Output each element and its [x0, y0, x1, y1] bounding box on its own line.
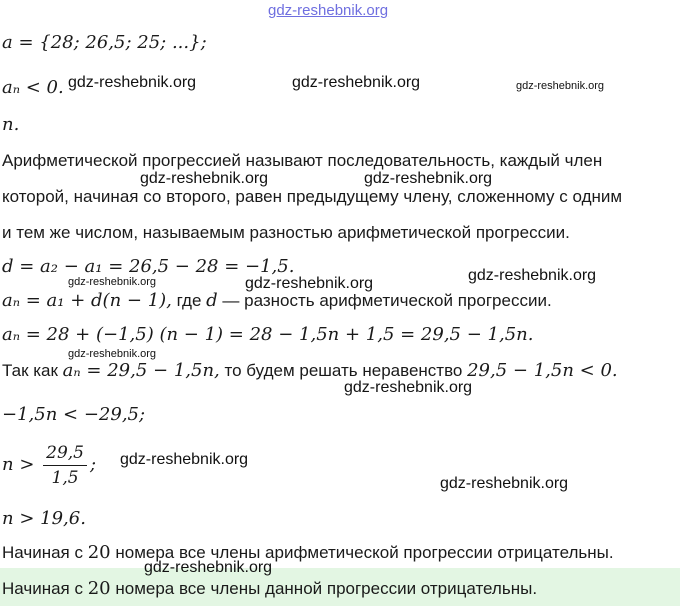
conclusion-1-number: 20	[87, 542, 111, 563]
definition-line-2: которой, начиная со второго, равен предыдущему члену, сложенному с одним	[2, 187, 623, 206]
watermark: gdz-reshebnik.org	[68, 74, 197, 91]
since-prefix: Так как	[2, 361, 63, 380]
watermark: gdz-reshebnik.org	[364, 170, 493, 187]
watermark: gdz-reshebnik.org	[68, 276, 157, 288]
since-inequality: 29,5 − 1,5n < 0.	[467, 360, 618, 381]
watermark: gdz-reshebnik.org	[68, 348, 157, 360]
conclusion-1-prefix: Начиная с	[2, 543, 88, 562]
since-mid: то будем решать неравенство	[219, 361, 468, 380]
watermark: gdz-reshebnik.org	[144, 559, 273, 576]
conclusion-2-text: номера все члены данной прогрессии отрицательны.	[110, 579, 538, 598]
general-term-formula	[2, 290, 552, 312]
watermark: gdz-reshebnik.org	[140, 170, 269, 187]
watermark: gdz-reshebnik.org	[440, 475, 569, 492]
definition-line-1: Арифметической прогрессией называют последовательность, каждый член	[2, 151, 603, 170]
watermark: gdz-reshebnik.org	[344, 379, 473, 396]
an-calculation: aₙ = 28 + (−1,5) (n − 1) = 28 − 1,5n + 1,5 = 29,5 − 1,5n.	[2, 324, 534, 345]
definition-line-3: и тем же числом, называемым разностью арифметической прогрессии.	[2, 223, 570, 242]
since-line	[2, 360, 618, 382]
inequality-step: −1,5n < −29,5;	[2, 404, 146, 425]
watermark: gdz-reshebnik.org	[468, 267, 597, 284]
formula-description: — разность арифметической прогрессии.	[217, 291, 552, 310]
conclusion-2	[2, 578, 537, 600]
fraction-suffix: ;	[89, 454, 97, 475]
fraction-step	[2, 440, 96, 490]
conclusion-1-text: номера все члены арифметической прогрессии отрицательны.	[110, 543, 614, 562]
formula-where: где	[171, 291, 207, 310]
conclusion-2-prefix: Начиная с	[2, 579, 88, 598]
condition-an-negative: aₙ < 0.	[2, 77, 64, 98]
watermark: gdz-reshebnik.org	[120, 451, 249, 468]
fraction-numerator: 29,5	[43, 441, 87, 466]
conclusion-1	[2, 542, 614, 564]
fraction	[43, 441, 87, 490]
formula-d: d	[206, 290, 218, 311]
difference-calculation: d = a₂ − a₁ = 26,5 − 28 = −1,5.	[2, 256, 295, 277]
watermark-top: gdz-reshebnik.org	[268, 2, 389, 19]
variable-n: n.	[2, 114, 20, 135]
sequence-definition: a = {28; 26,5; 25; ...};	[2, 32, 207, 53]
formula: aₙ = a₁ + d(n − 1),	[2, 290, 172, 311]
watermark: gdz-reshebnik.org	[245, 275, 374, 292]
result-inequality: n > 19,6.	[2, 508, 86, 529]
watermark: gdz-reshebnik.org	[516, 80, 605, 92]
since-formula: aₙ = 29,5 − 1,5n,	[62, 360, 220, 381]
fraction-denominator: 1,5	[51, 467, 79, 488]
conclusion-2-number: 20	[87, 578, 111, 599]
fraction-prefix: n >	[2, 454, 41, 475]
watermark: gdz-reshebnik.org	[292, 74, 421, 91]
